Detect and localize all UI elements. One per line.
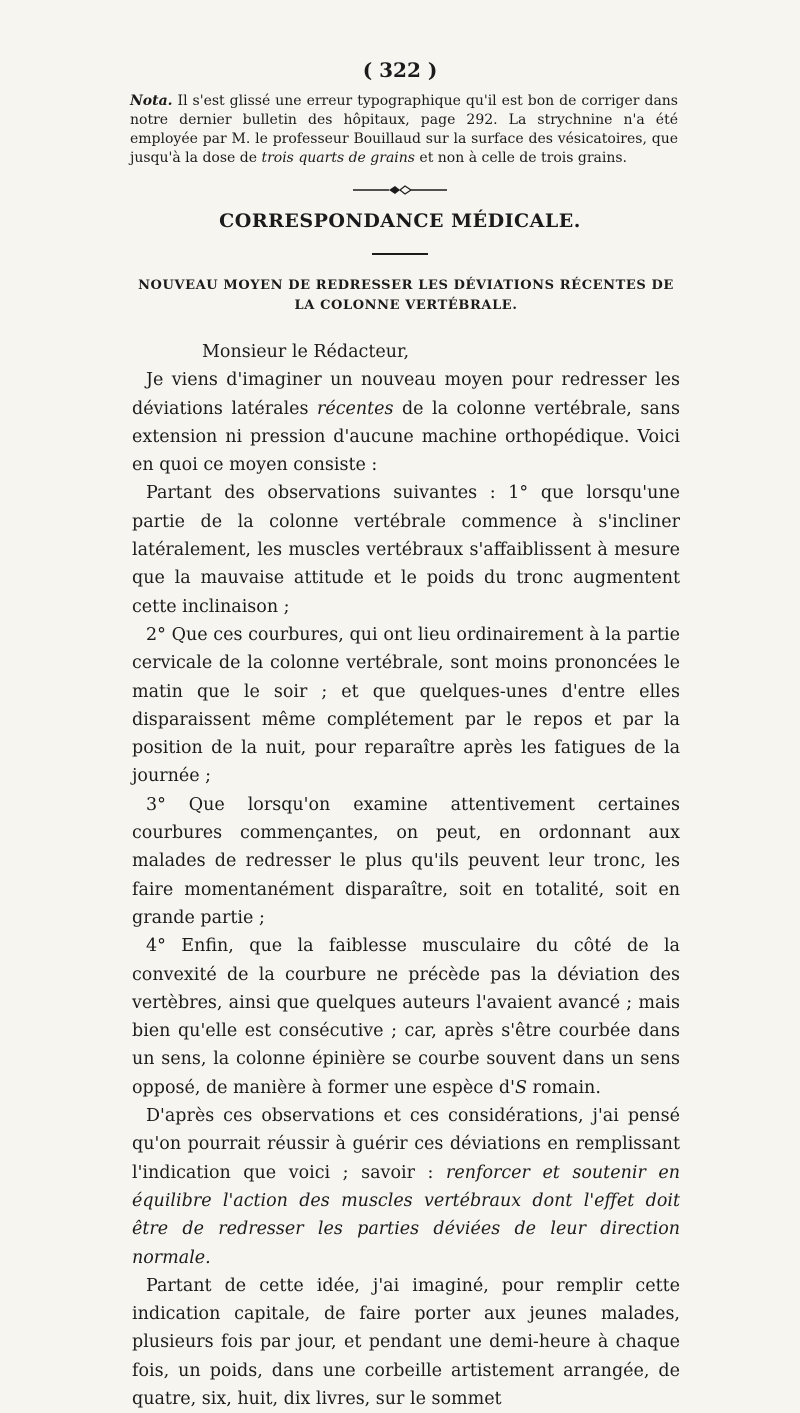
p1-text-a: Je viens d'imaginer un nouveau moyen pour redresser les déviations latérales xyxy=(132,370,680,419)
paragraph-2: Partant des observations suivantes : 1° que lorsqu'une partie de la colonne vertébrale commence à s'incliner latéralement, les muscles vertébraux s'affaiblissent à mesure que la mauvaise attitude et le poids du tronc augmentent cette inclinaison ; xyxy=(132,483,680,617)
salutation: Monsieur le Rédacteur, xyxy=(202,342,410,362)
nota-text-2: et non à celle de trois grains. xyxy=(414,150,627,166)
p1-emphasis: récentes xyxy=(316,398,394,419)
p5-emphasis: S xyxy=(514,1077,527,1098)
title-rule xyxy=(372,253,428,255)
ornament-divider-icon xyxy=(353,184,447,196)
paragraph-4: 3° Que lorsqu'on examine attentivement certaines courbures commençantes, on peut, en ordonnant aux malades de redresser le plus qu'ils peuvent leur tronc, les faire momentanément disparaître, soit en totalité, soit en grande partie ; xyxy=(132,794,680,928)
p1-text-b: de la colonne vertébrale, sans extension ni pression d'aucune machine orthopédique. Voici en quoi ce moyen consiste : xyxy=(132,398,680,476)
paragraph-7: Partant de cette idée, j'ai imaginé, pour remplir cette indication capitale, de faire porter aux jeunes malades, plusieurs fois par jour, et pendant une demi-heure à chaque fois, un poids, dans une corbeille artistement arrangée, de quatre, six, huit, dix livres, sur le sommet xyxy=(132,1275,680,1409)
nota-block xyxy=(130,92,678,168)
page-number: ( 322 ) xyxy=(362,58,438,82)
paragraph-1 xyxy=(132,366,680,479)
paragraph-3: 2° Que ces courbures, qui ont lieu ordinairement à la partie cervicale de la colonne vertébrale, sont moins prononcées le matin que le soir ; et que quelques-unes d'entre elles disparaissent même complétement par le repos et par la position de la nuit, pour reparaître après les fatigues de la journée ; xyxy=(132,624,680,787)
p6-emphasis: renforcer et soutenir en équilibre l'action des muscles vertébraux dont l'effet doit être de redresser les parties déviées de leur direction normale. xyxy=(132,1162,680,1268)
nota-text-1: Il s'est glissé une erreur typographique qu'il est bon de corriger dans notre dernier bulletin des hôpitaux, page 292. La strychnine n'a été employée par M. le professeur Bouillaud sur la surface des vésicatoires, que jusqu'à la dose de xyxy=(130,93,678,166)
section-title: CORRESPONDANCE MÉDICALE. xyxy=(219,210,581,232)
nota-paragraph xyxy=(130,92,678,168)
p6-text-a: D'après ces observations et ces considérations, j'ai pensé qu'on pourrait réussir à guérir ces déviations en remplissant l'indication que voici ; savoir : xyxy=(132,1106,680,1183)
paragraph-6 xyxy=(132,1102,680,1272)
article-body xyxy=(132,338,680,1413)
p5-text-a: 4° Enfin, que la faiblesse musculaire du côté de la convexité de la courbure ne précède pas la déviation des vertèbres, ainsi que quelques auteurs l'avaient avancé ; mais bien qu'elle est consécutive ; car, après s'être courbée dans un sens, la colonne épinière se courbe souvent dans un sens opposé, de manière à former une espèce d' xyxy=(132,936,680,1098)
paragraph-5 xyxy=(132,932,680,1102)
article-title: NOUVEAU MOYEN DE REDRESSER LES DÉVIATIONS RÉCENTES DE LA COLONNE VERTÉBRALE. xyxy=(138,278,674,313)
nota-label: Nota. xyxy=(130,93,173,109)
p5-text-b: romain. xyxy=(526,1077,601,1098)
nota-emphasis: trois quarts de grains xyxy=(261,150,415,166)
